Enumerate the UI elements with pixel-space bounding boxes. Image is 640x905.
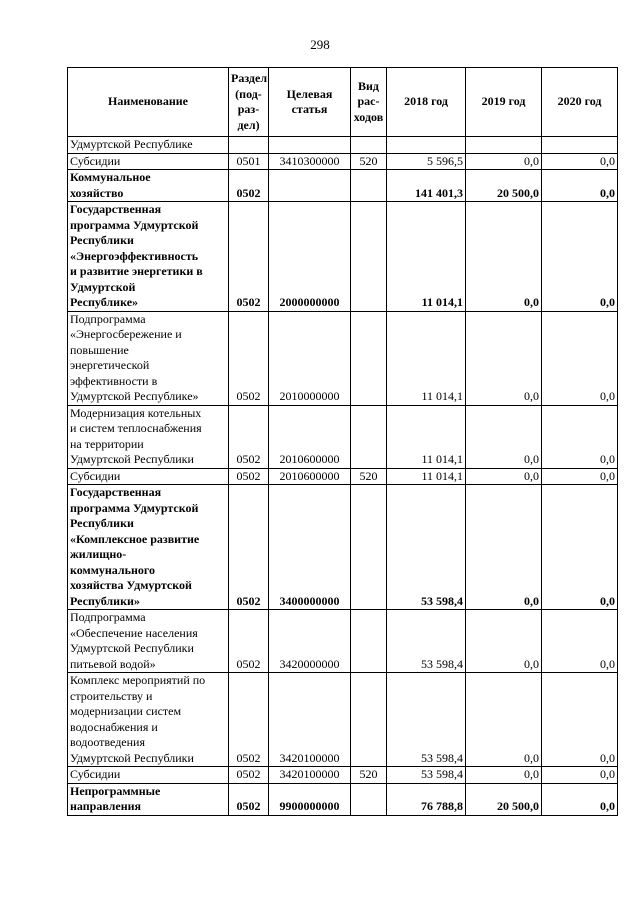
table-row	[68, 610, 618, 673]
cell-name: Субсидии	[68, 468, 229, 485]
cell-2020	[542, 137, 618, 154]
table-row	[68, 468, 618, 485]
cell-type	[351, 137, 387, 154]
cell-target: 3420100000	[269, 673, 351, 767]
cell-name: Модернизация котельных и систем теплоснабжения на территории Удмуртской Республики	[68, 405, 229, 468]
cell-type	[351, 311, 387, 405]
header-2018: 2018 год	[387, 68, 466, 137]
cell-2020: 0,0	[542, 610, 618, 673]
cell-section: 0502	[229, 610, 269, 673]
cell-section	[229, 137, 269, 154]
table-row	[68, 783, 618, 815]
cell-2018: 5 596,5	[387, 153, 466, 170]
cell-name: Подпрограмма «Обеспечение населения Удмуртской Республики питьевой водой»	[68, 610, 229, 673]
cell-section: 0502	[229, 767, 269, 784]
cell-2018: 76 788,8	[387, 783, 466, 815]
cell-2019: 0,0	[466, 673, 542, 767]
cell-type	[351, 202, 387, 312]
cell-2020: 0,0	[542, 405, 618, 468]
cell-section: 0502	[229, 405, 269, 468]
cell-2019: 0,0	[466, 202, 542, 312]
cell-2018: 53 598,4	[387, 767, 466, 784]
budget-table	[67, 67, 618, 816]
cell-2018: 11 014,1	[387, 468, 466, 485]
table-header-row	[68, 68, 618, 137]
cell-name: Субсидии	[68, 153, 229, 170]
cell-2020: 0,0	[542, 767, 618, 784]
table-row	[68, 405, 618, 468]
cell-2018: 141 401,3	[387, 170, 466, 202]
cell-name: Государственная программа Удмуртской Республики «Комплексное развитие жилищно- коммунального хозяйства Удмуртской Республики»	[68, 485, 229, 610]
cell-target: 2010000000	[269, 311, 351, 405]
cell-type: 520	[351, 468, 387, 485]
header-name: Наименование	[68, 68, 229, 137]
cell-2019: 0,0	[466, 405, 542, 468]
cell-type: 520	[351, 767, 387, 784]
cell-2019: 20 500,0	[466, 170, 542, 202]
table-row	[68, 673, 618, 767]
cell-type	[351, 405, 387, 468]
cell-2020: 0,0	[542, 673, 618, 767]
cell-2019: 0,0	[466, 468, 542, 485]
table-body	[68, 137, 618, 816]
header-section: Раздел (под- раз- дел)	[229, 68, 269, 137]
table-row	[68, 153, 618, 170]
header-2019: 2019 год	[466, 68, 542, 137]
cell-target: 3410300000	[269, 153, 351, 170]
cell-name: Субсидии	[68, 767, 229, 784]
cell-name: Комплекс мероприятий по строительству и модернизации систем водоснабжения и водоотведения Удмуртской Республики	[68, 673, 229, 767]
cell-2019: 20 500,0	[466, 783, 542, 815]
cell-2019: 0,0	[466, 153, 542, 170]
table-row	[68, 311, 618, 405]
cell-type	[351, 783, 387, 815]
cell-section: 0502	[229, 468, 269, 485]
cell-2019	[466, 137, 542, 154]
cell-2020: 0,0	[542, 153, 618, 170]
cell-section: 0502	[229, 485, 269, 610]
cell-2018: 11 014,1	[387, 202, 466, 312]
cell-2020: 0,0	[542, 170, 618, 202]
cell-target: 3400000000	[269, 485, 351, 610]
cell-target: 3420100000	[269, 767, 351, 784]
cell-2018: 11 014,1	[387, 311, 466, 405]
cell-2020: 0,0	[542, 485, 618, 610]
cell-2019: 0,0	[466, 311, 542, 405]
header-target: Целевая статья	[269, 68, 351, 137]
cell-2020: 0,0	[542, 783, 618, 815]
table-row	[68, 137, 618, 154]
cell-type	[351, 485, 387, 610]
cell-name: Коммунальное хозяйство	[68, 170, 229, 202]
header-2020: 2020 год	[542, 68, 618, 137]
cell-section: 0501	[229, 153, 269, 170]
cell-target: 9900000000	[269, 783, 351, 815]
cell-2020: 0,0	[542, 311, 618, 405]
header-type: Вид рас- ходов	[351, 68, 387, 137]
page-number: 298	[310, 37, 330, 52]
cell-type: 520	[351, 153, 387, 170]
cell-section: 0502	[229, 311, 269, 405]
cell-2020: 0,0	[542, 468, 618, 485]
cell-target	[269, 137, 351, 154]
cell-target: 3420000000	[269, 610, 351, 673]
cell-2018: 11 014,1	[387, 405, 466, 468]
cell-target: 2010600000	[269, 405, 351, 468]
cell-2019: 0,0	[466, 485, 542, 610]
cell-2018: 53 598,4	[387, 673, 466, 767]
table-row	[68, 170, 618, 202]
cell-2019: 0,0	[466, 767, 542, 784]
cell-type	[351, 610, 387, 673]
cell-section: 0502	[229, 673, 269, 767]
table-row	[68, 767, 618, 784]
cell-target	[269, 170, 351, 202]
cell-2018	[387, 137, 466, 154]
cell-target: 2000000000	[269, 202, 351, 312]
cell-section: 0502	[229, 170, 269, 202]
cell-section: 0502	[229, 202, 269, 312]
cell-2020: 0,0	[542, 202, 618, 312]
cell-type	[351, 170, 387, 202]
cell-2018: 53 598,4	[387, 485, 466, 610]
table-row	[68, 202, 618, 312]
cell-section: 0502	[229, 783, 269, 815]
cell-name: Подпрограмма «Энергосбережение и повышение энергетической эффективности в Удмуртской Республике»	[68, 311, 229, 405]
cell-2018: 53 598,4	[387, 610, 466, 673]
cell-name: Непрограммные направления	[68, 783, 229, 815]
cell-target: 2010600000	[269, 468, 351, 485]
table-row	[68, 485, 618, 610]
cell-2019: 0,0	[466, 610, 542, 673]
cell-type	[351, 673, 387, 767]
cell-name: Удмуртской Республике	[68, 137, 229, 154]
cell-name: Государственная программа Удмуртской Республики «Энергоэффективность и развитие энергетики в Удмуртской Республике»	[68, 202, 229, 312]
